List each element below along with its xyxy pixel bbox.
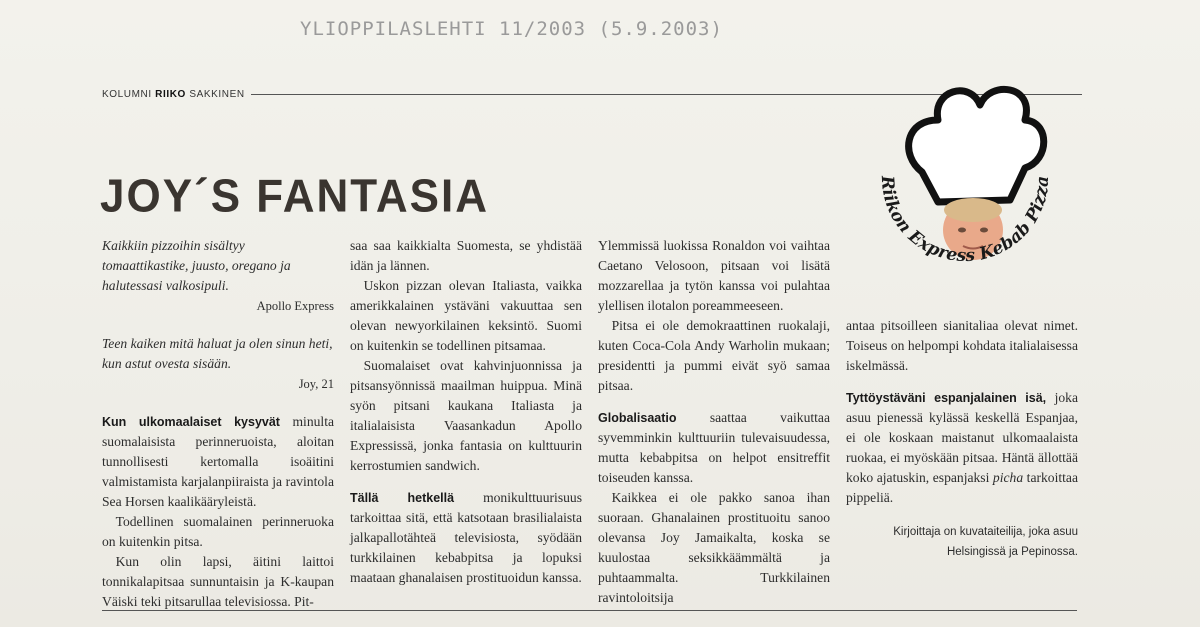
paragraph-lead: Tällä hetkellä <box>350 491 455 505</box>
chef-hat-icon <box>909 89 1044 202</box>
article-column-4 <box>846 316 1078 562</box>
paragraph: Kun olin lapsi, äitini laittoi tonnikalapitsaa sunnuntaisin ja K-kaupan Väiski teki pitsarullaa televisiossa. Pit- <box>102 554 334 609</box>
paragraph-text: monikulttuurisuus tarkoittaa sitä, että katsotaan brasilialaista jalkapallotähteä televisiosta, syödään turkkilainen kebabpitsa ja lopuksi maataan ghanalaisen prostituoidun kanssa. <box>350 490 583 585</box>
paragraph-text: saattaa vaikuttaa syvemminkin kulttuuriin tulevaisuudessa, mutta kebabpitsa on helpot ensitreffit toiseuden kanssa. <box>598 410 830 485</box>
epigraph-attribution-1: Apollo Express <box>256 299 334 313</box>
paragraph-text: minulta suomalaisista perinneruoista, aloitan tunnollisesti kertomalla isoäitini valmistamista karjalanpiiraista ja ravintola Sea Horsen kaalikääryleistä. <box>102 414 335 509</box>
handwritten-note: YLIOPPILASLEHTI 11/2003 (5.9.2003) <box>300 18 723 40</box>
paragraph-lead: Kun ulkomaalaiset kysyvät <box>102 415 280 429</box>
paragraph-text-end: tarkoittaa pippeliä. <box>846 470 1078 505</box>
paragraph-text: joka asuu pienessä kylässä keskellä Espanjaa, ei ole koskaan maistanut ulkomaalaista ruokaa, ei myöskään pitsaa. Häntä ällottää koko ajatuskin, espanjaksi <box>846 390 1078 485</box>
author-first-name: RIIKO <box>155 88 186 100</box>
paragraph: saa saa kaikkialta Suomesta, se yhdistää idän ja lännen. <box>350 238 582 273</box>
author-bio: Kirjoittaja on kuvataiteilija, joka asuu Helsingissä ja Pepinossa. <box>893 526 1078 558</box>
author-last-name: SAKKINEN <box>189 88 245 100</box>
column-label: KOLUMNI <box>102 88 152 100</box>
article-column-1 <box>102 236 334 612</box>
paragraph <box>102 412 334 512</box>
paragraph-lead: Tyttöystäväni espanjalainen isä, <box>846 391 1047 405</box>
paragraph: Kaikkea ei ole pakko sanoa ihan suoraan. Ghanalainen prostituoitu sanoo olevansa Joy Jamaikalta, koska se kuulostaa seksikkäämmältä ja puhtaammalta. Turkkilainen ravintoloitsija <box>598 490 830 605</box>
article-title: JOY´S FANTASIA <box>100 170 490 223</box>
paragraph: Uskon pizzan olevan Italiasta, vaikka amerikkalainen ystäväni vakuuttaa sen olevan newyorkilainen keksintö. Suomi on kuitenkin se todellinen pitsamaa. <box>350 278 582 353</box>
paragraph: antaa pitsoilleen sianitaliaa olevat nimet. Toiseus on helpompi kohdata italialaisessa iskelmässä. <box>846 318 1078 373</box>
logo-curved-text: Riikon Express Kebab Pizza <box>876 175 1054 267</box>
paragraph: Ylemmissä luokissa Ronaldon voi vaihtaa Caetano Velosoon, pitsaan voi lisätä mozzarellaa ja tytön kanssa voi pulahtaa ylellisen ilotalon poreammeeseen. <box>598 238 830 313</box>
paragraph-lead: Globalisaatio <box>598 411 677 425</box>
paragraph-italic-word: picha <box>992 470 1024 485</box>
paragraph: Todellinen suomalainen perinneruoka on kuitenkin pitsa. <box>102 514 334 549</box>
epigraph-attribution-2: Joy, 21 <box>298 377 334 391</box>
article-column-3 <box>598 236 830 608</box>
paragraph <box>598 408 830 488</box>
paragraph: Suomalaiset ovat kahvinjuonnissa ja pitsansyönnissä maailman huippua. Minä syön pitsani kaukana Italiasta ja italialaisista Vaasankadun Apollo Expressissä, jonka fantasia on kulttuurin kerrostumien sandwich. <box>350 358 582 473</box>
paragraph <box>846 388 1078 508</box>
epigraph-quote-2: Teen kaiken mitä haluat ja olen sinun heti, kun astut ovesta sisään. <box>102 336 333 371</box>
bottom-rule <box>102 610 1077 611</box>
paragraph: Pitsa ei ole demokraattinen ruokalaji, kuten Coca-Cola Andy Warholin mukaan; presidentti ja pummi eivät syö samaa pitsaa. <box>598 318 830 393</box>
column-byline <box>102 89 245 100</box>
article-column-2 <box>350 236 582 588</box>
paragraph <box>350 488 582 588</box>
epigraph-quote-1: Kaikkiin pizzoihin sisältyy tomaattikastike, juusto, oregano ja halutessasi valkosipuli. <box>102 238 291 293</box>
pizza-chef-logo <box>860 60 1070 290</box>
